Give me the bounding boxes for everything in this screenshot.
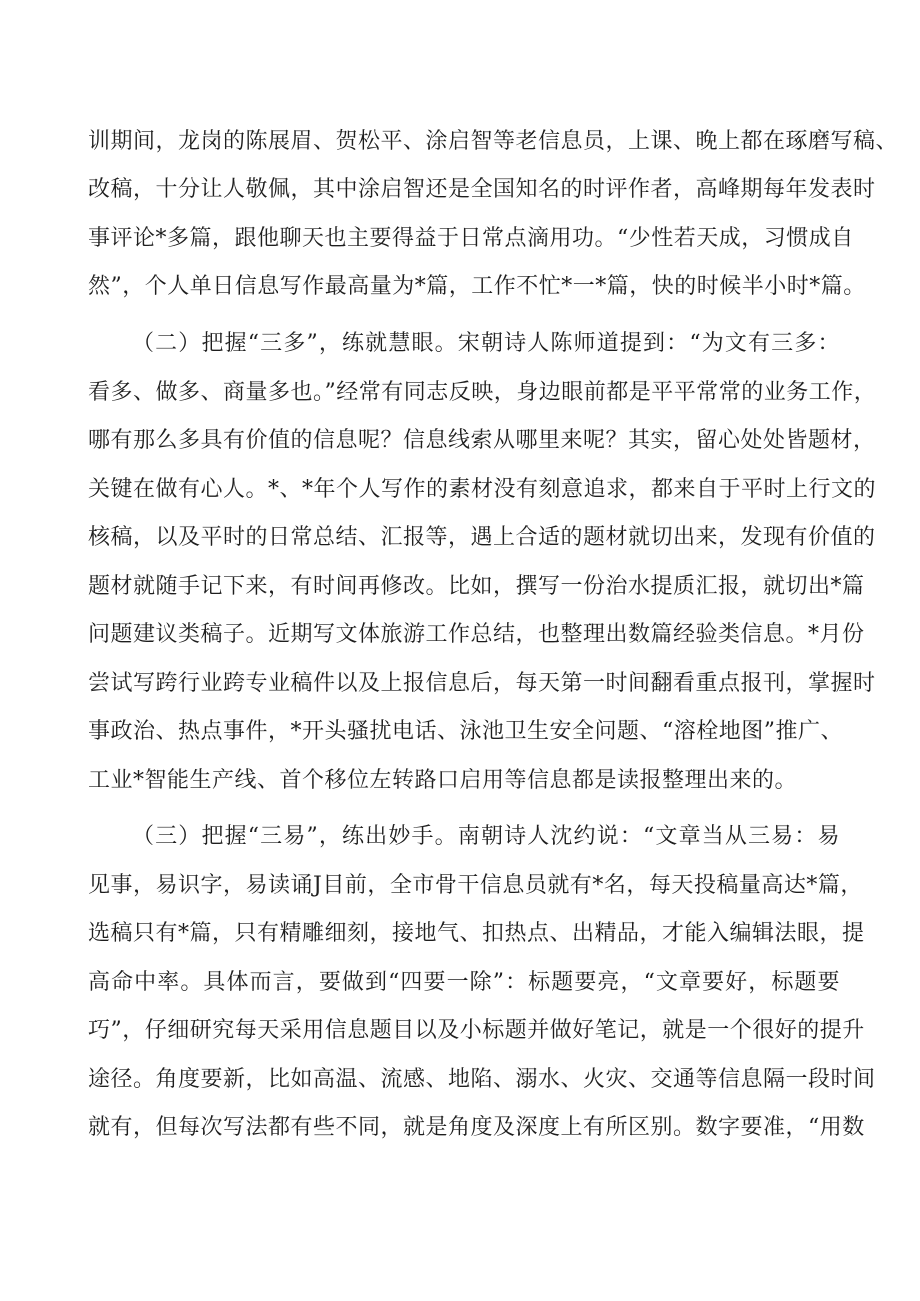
text-line: 题材就随手记下来，有时间再修改。比如，撰写一份治水提质汇报，就切出*篇 (88, 574, 865, 599)
text-line: 尝试写跨行业跨专业稿件以及上报信息后，每天第一时间翻看重点报刊，掌握时 (88, 671, 876, 696)
text-line: 就有，但每次写法都有些不同，就是角度及深度上有所区别。数字要准，“用数 (88, 1115, 865, 1140)
text-line: 关键在做有心人。*、*年个人写作的素材没有刻意追求，都来自于平时上行文的 (88, 477, 877, 502)
text-line: 见事，易识字，易读诵J目前，全市骨干信息员就有*名，每天投稿量高达*篇， (88, 873, 863, 898)
text-line: （二）把握“三多”，练就慧眼。宋朝诗人陈师道提到：“为文有三多： (132, 331, 840, 356)
text-line: 然”，个人单日信息写作最高量为*篇，工作不忙*一*篇，快的时候半小时*篇。 (88, 274, 866, 299)
text-line: 事评论*多篇，跟他聊天也主要得益于日常点滴用功。“少性若天成，习惯成自 (88, 226, 854, 251)
text-line: 途径。角度要新，比如高温、流感、地陷、溺水、火灾、交通等信息隔一段时间 (88, 1067, 876, 1092)
text-line: 看多、做多、商量多也。”经常有同志反映，身边眼前都是平平常常的业务工作， (88, 380, 877, 405)
text-line: 哪有那么多具有价值的信息呢？信息线索从哪里来呢？其实，留心处处皆题材， (88, 428, 876, 453)
text-line: 改稿，十分让人敬佩，其中涂启智还是全国知名的时评作者，高峰期每年发表时 (88, 177, 876, 202)
text-line: （三）把握“三易”，练出妙手。南朝诗人沈约说：“文章当从三易：易 (132, 824, 840, 849)
text-line: 问题建议类稿子。近期写文体旅游工作总结，也整理出数篇经验类信息。*月份 (88, 622, 865, 647)
text-line: 训期间，龙岗的陈展眉、贺松平、涂启智等老信息员，上课、晚上都在琢磨写稿、 (88, 129, 899, 154)
text-line: 工业*智能生产线、首个移位左转路口启用等信息都是读报整理出来的。 (88, 768, 798, 793)
text-line: 事政治、热点事件，*开头骚扰电话、泳池卫生安全问题、“溶栓地图”推广、 (88, 719, 843, 744)
text-line: 巧”，仔细研究每天采用信息题目以及小标题并做好笔记，就是一个很好的提升 (88, 1018, 865, 1043)
text-line: 选稿只有*篇，只有精雕细刻，接地气、扣热点、出精品，才能入编辑法眼，提 (88, 921, 865, 946)
text-line: 高命中率。具体而言，要做到“四要一除”：标题要亮，“文章要好，标题要 (88, 970, 840, 995)
text-line: 核稿，以及平时的日常总结、汇报等，遇上合适的题材就切出来，发现有价值的 (88, 525, 876, 550)
